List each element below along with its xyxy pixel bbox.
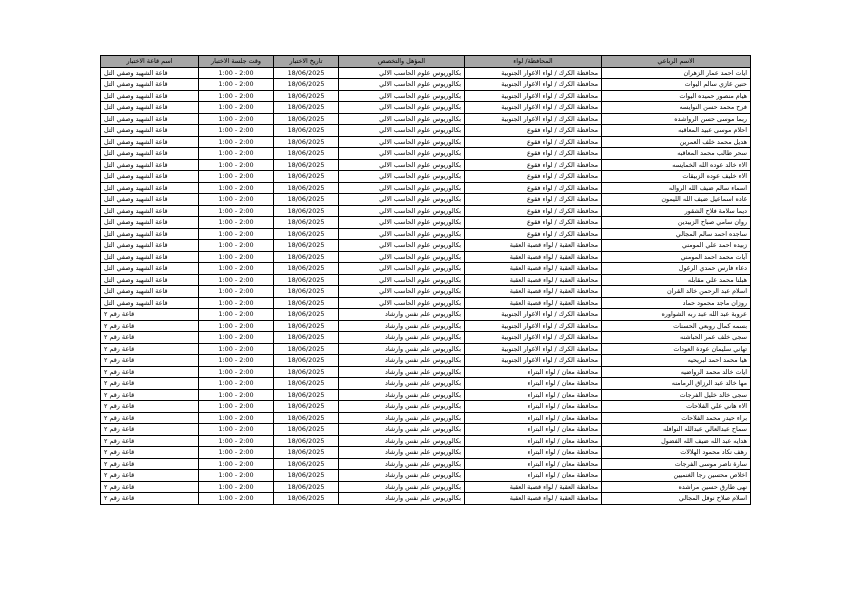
cell-name: حنين غازي سالم اليوات <box>602 79 751 91</box>
cell-qualification: بكالوريوس علوم الحاسب الالي <box>339 240 465 252</box>
cell-qualification: بكالوريوس علوم الحاسب الالي <box>339 102 465 114</box>
cell-hall: قاعة رقم ٢ <box>101 355 199 367</box>
cell-governorate: محافظة العقبة / لواء قصبة العقبة <box>465 251 602 263</box>
cell-hall: قاعة رقم ٢ <box>101 389 199 401</box>
table-row <box>101 332 751 344</box>
table-row <box>101 274 751 286</box>
cell-governorate: محافظة معان / لواء البتراء <box>465 435 602 447</box>
cell-name: اسلام صلاح نوفل المجالي <box>602 493 751 505</box>
cell-qualification: بكالوريوس علوم الحاسب الالي <box>339 205 465 217</box>
cell-governorate: محافظة الكرك / لواء الاغوار الجنوبية <box>465 332 602 344</box>
cell-time: 2:00 - 1:00 <box>199 297 274 309</box>
cell-name: فرح محمد حسن النوايسه <box>602 102 751 114</box>
cell-time: 2:00 - 1:00 <box>199 159 274 171</box>
cell-qualification: بكالوريوس علم نفس وارشاد <box>339 447 465 459</box>
cell-time: 2:00 - 1:00 <box>199 481 274 493</box>
cell-governorate: محافظة معان / لواء البتراء <box>465 424 602 436</box>
header-name: الاسم الرباعي <box>602 56 751 68</box>
cell-date: 18/06/2025 <box>274 79 339 91</box>
cell-name: الاء خالد عوده الله الخمايسه <box>602 159 751 171</box>
cell-hall: قاعة رقم ٢ <box>101 458 199 470</box>
cell-date: 18/06/2025 <box>274 228 339 240</box>
cell-time: 2:00 - 1:00 <box>199 309 274 321</box>
cell-qualification: بكالوريوس علوم الحاسب الالي <box>339 125 465 137</box>
cell-date: 18/06/2025 <box>274 343 339 355</box>
cell-name: تهاني سليمان عودة العودات <box>602 343 751 355</box>
cell-hall: قاعة رقم ٢ <box>101 309 199 321</box>
cell-qualification: بكالوريوس علم نفس وارشاد <box>339 309 465 321</box>
cell-time: 2:00 - 1:00 <box>199 493 274 505</box>
table-row <box>101 470 751 482</box>
cell-hall: قاعة رقم ٢ <box>101 320 199 332</box>
cell-governorate: محافظة العقبة / لواء قصبة العقبة <box>465 240 602 252</box>
cell-hall: قاعة الشهيد وصفي التل <box>101 274 199 286</box>
cell-governorate: محافظة الكرك / لواء فقوع <box>465 125 602 137</box>
cell-date: 18/06/2025 <box>274 481 339 493</box>
cell-hall: قاعة الشهيد وصفي التل <box>101 251 199 263</box>
cell-governorate: محافظة الكرك / لواء فقوع <box>465 171 602 183</box>
cell-hall: قاعة الشهيد وصفي التل <box>101 240 199 252</box>
cell-governorate: محافظة معان / لواء البتراء <box>465 401 602 413</box>
table-row <box>101 412 751 424</box>
cell-qualification: بكالوريوس علوم الحاسب الالي <box>339 274 465 286</box>
cell-hall: قاعة رقم ٢ <box>101 412 199 424</box>
table-row <box>101 355 751 367</box>
cell-date: 18/06/2025 <box>274 171 339 183</box>
cell-time: 2:00 - 1:00 <box>199 343 274 355</box>
cell-name: ربما موسى حسن الرواشده <box>602 113 751 125</box>
cell-date: 18/06/2025 <box>274 297 339 309</box>
cell-governorate: محافظة معان / لواء البتراء <box>465 470 602 482</box>
cell-hall: قاعة الشهيد وصفي التل <box>101 159 199 171</box>
cell-time: 2:00 - 1:00 <box>199 228 274 240</box>
cell-date: 18/06/2025 <box>274 67 339 79</box>
table-body <box>101 67 751 504</box>
cell-hall: قاعة الشهيد وصفي التل <box>101 228 199 240</box>
cell-qualification: بكالوريوس علوم الحاسب الالي <box>339 171 465 183</box>
cell-hall: قاعة الشهيد وصفي التل <box>101 102 199 114</box>
cell-hall: قاعة الشهيد وصفي التل <box>101 217 199 229</box>
cell-hall: قاعة الشهيد وصفي التل <box>101 79 199 91</box>
cell-qualification: بكالوريوس علم نفس وارشاد <box>339 424 465 436</box>
cell-time: 2:00 - 1:00 <box>199 286 274 298</box>
cell-name: روزان ماجد محمود حماد <box>602 297 751 309</box>
cell-hall: قاعة رقم ٢ <box>101 378 199 390</box>
cell-hall: قاعة رقم ٢ <box>101 470 199 482</box>
cell-qualification: بكالوريوس علوم الحاسب الالي <box>339 79 465 91</box>
cell-governorate: محافظة العقبة / لواء قصبة العقبة <box>465 263 602 275</box>
cell-time: 2:00 - 1:00 <box>199 355 274 367</box>
cell-time: 2:00 - 1:00 <box>199 389 274 401</box>
cell-hall: قاعة الشهيد وصفي التل <box>101 90 199 102</box>
cell-governorate: محافظة الكرك / لواء الاغوار الجنوبية <box>465 67 602 79</box>
cell-name: روان سامي صباح الزبيدين <box>602 217 751 229</box>
cell-hall: قاعة رقم ٢ <box>101 424 199 436</box>
cell-hall: قاعة الشهيد وصفي التل <box>101 286 199 298</box>
cell-hall: قاعة رقم ٢ <box>101 435 199 447</box>
cell-hall: قاعة الشهيد وصفي التل <box>101 205 199 217</box>
cell-governorate: محافظة معان / لواء البتراء <box>465 378 602 390</box>
cell-governorate: محافظة الكرك / لواء فقوع <box>465 136 602 148</box>
cell-qualification: بكالوريوس علم نفس وارشاد <box>339 470 465 482</box>
cell-time: 2:00 - 1:00 <box>199 136 274 148</box>
cell-name: ديما سلامة فلاح الشقور <box>602 205 751 217</box>
cell-governorate: محافظة الكرك / لواء فقوع <box>465 182 602 194</box>
cell-name: زبيده احمد علي المومني <box>602 240 751 252</box>
cell-time: 2:00 - 1:00 <box>199 401 274 413</box>
cell-name: هيا محمد احمد لبريحيه <box>602 355 751 367</box>
cell-governorate: محافظة الكرك / لواء فقوع <box>465 228 602 240</box>
cell-date: 18/06/2025 <box>274 90 339 102</box>
cell-date: 18/06/2025 <box>274 102 339 114</box>
cell-name: نهى طارق حسين مراشده <box>602 481 751 493</box>
cell-governorate: محافظة الكرك / لواء فقوع <box>465 205 602 217</box>
cell-date: 18/06/2025 <box>274 470 339 482</box>
cell-hall: قاعة رقم ٢ <box>101 447 199 459</box>
cell-time: 2:00 - 1:00 <box>199 412 274 424</box>
table-row <box>101 228 751 240</box>
exam-schedule-table <box>100 55 751 505</box>
table-row <box>101 159 751 171</box>
cell-qualification: بكالوريوس علم نفس وارشاد <box>339 493 465 505</box>
cell-qualification: بكالوريوس علم نفس وارشاد <box>339 366 465 378</box>
cell-name: هدايه عبد الله ضيف الله الفضول <box>602 435 751 447</box>
cell-governorate: محافظة العقبة / لواء قصبة العقبة <box>465 286 602 298</box>
header-governorate: المحافظة/ لواء <box>465 56 602 68</box>
cell-governorate: محافظة الكرك / لواء الاغوار الجنوبية <box>465 309 602 321</box>
cell-date: 18/06/2025 <box>274 458 339 470</box>
table-row <box>101 67 751 79</box>
cell-governorate: محافظة العقبة / لواء قصبة العقبة <box>465 493 602 505</box>
cell-date: 18/06/2025 <box>274 424 339 436</box>
cell-time: 2:00 - 1:00 <box>199 378 274 390</box>
table-row <box>101 90 751 102</box>
table-row <box>101 481 751 493</box>
cell-name: عروبة عبد الله عبد ربه الشواوره <box>602 309 751 321</box>
table-row <box>101 148 751 160</box>
cell-date: 18/06/2025 <box>274 182 339 194</box>
table-row <box>101 251 751 263</box>
cell-hall: قاعة الشهيد وصفي التل <box>101 125 199 137</box>
cell-name: الاء هاني علي الفلاحات <box>602 401 751 413</box>
table-row <box>101 263 751 275</box>
cell-name: هديل محمد خلف العمرين <box>602 136 751 148</box>
cell-time: 2:00 - 1:00 <box>199 113 274 125</box>
cell-time: 2:00 - 1:00 <box>199 332 274 344</box>
table-row <box>101 182 751 194</box>
cell-name: ساجده احمد سالم المجالي <box>602 228 751 240</box>
table-row <box>101 205 751 217</box>
cell-hall: قاعة الشهيد وصفي التل <box>101 182 199 194</box>
cell-date: 18/06/2025 <box>274 447 339 459</box>
cell-name: الاء خليف عوده الزبيقات <box>602 171 751 183</box>
cell-name: رهف نكاد محمود الهلالات <box>602 447 751 459</box>
cell-time: 2:00 - 1:00 <box>199 194 274 206</box>
cell-qualification: بكالوريوس علم نفس وارشاد <box>339 343 465 355</box>
cell-name: هبلنا محمد علي مقابله <box>602 274 751 286</box>
table-row <box>101 435 751 447</box>
table-row <box>101 493 751 505</box>
cell-governorate: محافظة معان / لواء البتراء <box>465 447 602 459</box>
cell-date: 18/06/2025 <box>274 389 339 401</box>
cell-date: 18/06/2025 <box>274 148 339 160</box>
table-row <box>101 366 751 378</box>
cell-governorate: محافظة الكرك / لواء الاغوار الجنوبية <box>465 113 602 125</box>
cell-date: 18/06/2025 <box>274 240 339 252</box>
cell-date: 18/06/2025 <box>274 194 339 206</box>
cell-time: 2:00 - 1:00 <box>199 447 274 459</box>
cell-name: براء حيدر محمد الفلاحات <box>602 412 751 424</box>
cell-date: 18/06/2025 <box>274 332 339 344</box>
cell-time: 2:00 - 1:00 <box>199 217 274 229</box>
cell-qualification: بكالوريوس علوم الحاسب الالي <box>339 148 465 160</box>
cell-governorate: محافظة معان / لواء البتراء <box>465 458 602 470</box>
cell-qualification: بكالوريوس علم نفس وارشاد <box>339 412 465 424</box>
cell-name: سارة ناصر موسى الفرجات <box>602 458 751 470</box>
cell-governorate: محافظة معان / لواء البتراء <box>465 389 602 401</box>
cell-hall: قاعة رقم ٢ <box>101 366 199 378</box>
header-qualification: المؤهل والتخصص <box>339 56 465 68</box>
table-row <box>101 424 751 436</box>
table-row <box>101 378 751 390</box>
cell-time: 2:00 - 1:00 <box>199 366 274 378</box>
cell-name: سجى خالد خليل الفرجات <box>602 389 751 401</box>
cell-date: 18/06/2025 <box>274 320 339 332</box>
cell-hall: قاعة الشهيد وصفي التل <box>101 67 199 79</box>
cell-time: 2:00 - 1:00 <box>199 125 274 137</box>
cell-date: 18/06/2025 <box>274 366 339 378</box>
cell-time: 2:00 - 1:00 <box>199 102 274 114</box>
cell-name: احلام موسى عبيد المعاقبه <box>602 125 751 137</box>
table-row <box>101 102 751 114</box>
cell-qualification: بكالوريوس علوم الحاسب الالي <box>339 159 465 171</box>
cell-qualification: بكالوريوس علم نفس وارشاد <box>339 389 465 401</box>
cell-hall: قاعة الشهيد وصفي التل <box>101 136 199 148</box>
cell-qualification: بكالوريوس علوم الحاسب الالي <box>339 182 465 194</box>
cell-qualification: بكالوريوس علوم الحاسب الالي <box>339 90 465 102</box>
cell-date: 18/06/2025 <box>274 159 339 171</box>
cell-time: 2:00 - 1:00 <box>199 90 274 102</box>
cell-governorate: محافظة الكرك / لواء فقوع <box>465 159 602 171</box>
cell-qualification: بكالوريوس علوم الحاسب الالي <box>339 263 465 275</box>
header-time: وقت جلسة الاختبار <box>199 56 274 68</box>
cell-date: 18/06/2025 <box>274 263 339 275</box>
cell-name: اسلام عبد الرحمن خالد القران <box>602 286 751 298</box>
cell-time: 2:00 - 1:00 <box>199 320 274 332</box>
cell-name: ايات احمد عمار الزهران <box>602 67 751 79</box>
cell-name: بسمه كمال روبعي الحسنات <box>602 320 751 332</box>
cell-time: 2:00 - 1:00 <box>199 171 274 183</box>
cell-date: 18/06/2025 <box>274 435 339 447</box>
cell-date: 18/06/2025 <box>274 378 339 390</box>
cell-qualification: بكالوريوس علوم الحاسب الالي <box>339 286 465 298</box>
header-hall: اسم قاعة الاختبار <box>101 56 199 68</box>
cell-governorate: محافظة الكرك / لواء الاغوار الجنوبية <box>465 320 602 332</box>
cell-qualification: بكالوريوس علوم الحاسب الالي <box>339 136 465 148</box>
table-row <box>101 320 751 332</box>
cell-qualification: بكالوريوس علوم الحاسب الالي <box>339 113 465 125</box>
cell-name: مها خالد عبد الرزاق الرمامنه <box>602 378 751 390</box>
cell-name: هيام منصور حميده اليوات <box>602 90 751 102</box>
cell-time: 2:00 - 1:00 <box>199 458 274 470</box>
cell-hall: قاعة الشهيد وصفي التل <box>101 171 199 183</box>
cell-governorate: محافظة العقبة / لواء قصبة العقبة <box>465 481 602 493</box>
cell-date: 18/06/2025 <box>274 309 339 321</box>
table-row <box>101 343 751 355</box>
table-row <box>101 194 751 206</box>
cell-governorate: محافظة الكرك / لواء فقوع <box>465 217 602 229</box>
cell-name: غاده اسماعيل ضيف الله الليمون <box>602 194 751 206</box>
table-row <box>101 125 751 137</box>
cell-hall: قاعة رقم ٢ <box>101 481 199 493</box>
cell-hall: قاعة الشهيد وصفي التل <box>101 194 199 206</box>
cell-governorate: محافظة معان / لواء البتراء <box>465 366 602 378</box>
table-row <box>101 171 751 183</box>
cell-governorate: محافظة الكرك / لواء فقوع <box>465 194 602 206</box>
cell-date: 18/06/2025 <box>274 125 339 137</box>
cell-date: 18/06/2025 <box>274 355 339 367</box>
cell-qualification: بكالوريوس علم نفس وارشاد <box>339 378 465 390</box>
table-row <box>101 79 751 91</box>
cell-governorate: محافظة العقبة / لواء قصبة العقبة <box>465 297 602 309</box>
cell-hall: قاعة الشهيد وصفي التل <box>101 263 199 275</box>
cell-date: 18/06/2025 <box>274 217 339 229</box>
cell-time: 2:00 - 1:00 <box>199 67 274 79</box>
cell-governorate: محافظة الكرك / لواء الاغوار الجنوبية <box>465 79 602 91</box>
cell-qualification: بكالوريوس علوم الحاسب الالي <box>339 217 465 229</box>
cell-time: 2:00 - 1:00 <box>199 470 274 482</box>
header-row <box>101 56 751 68</box>
cell-hall: قاعة الشهيد وصفي التل <box>101 148 199 160</box>
table-row <box>101 286 751 298</box>
cell-date: 18/06/2025 <box>274 205 339 217</box>
cell-qualification: بكالوريوس علوم الحاسب الالي <box>339 251 465 263</box>
cell-hall: قاعة رقم ٢ <box>101 401 199 413</box>
table-row <box>101 136 751 148</box>
cell-date: 18/06/2025 <box>274 401 339 413</box>
cell-qualification: بكالوريوس علوم الحاسب الالي <box>339 228 465 240</box>
cell-qualification: بكالوريوس علوم الحاسب الالي <box>339 194 465 206</box>
cell-name: ايات خالد محمد الرواضيه <box>602 366 751 378</box>
cell-time: 2:00 - 1:00 <box>199 79 274 91</box>
cell-name: سجى خلف عمر الحباشنه <box>602 332 751 344</box>
cell-hall: قاعة الشهيد وصفي التل <box>101 297 199 309</box>
cell-governorate: محافظة الكرك / لواء فقوع <box>465 148 602 160</box>
cell-time: 2:00 - 1:00 <box>199 205 274 217</box>
cell-qualification: بكالوريوس علم نفس وارشاد <box>339 332 465 344</box>
cell-name: سماح عبدالعالي عبدالله النوافله <box>602 424 751 436</box>
cell-qualification: بكالوريوس علوم الحاسب الالي <box>339 67 465 79</box>
cell-qualification: بكالوريوس علم نفس وارشاد <box>339 481 465 493</box>
cell-governorate: محافظة العقبة / لواء قصبة العقبة <box>465 274 602 286</box>
table-row <box>101 401 751 413</box>
table-row <box>101 240 751 252</box>
cell-time: 2:00 - 1:00 <box>199 148 274 160</box>
cell-qualification: بكالوريوس علم نفس وارشاد <box>339 458 465 470</box>
cell-date: 18/06/2025 <box>274 251 339 263</box>
cell-time: 2:00 - 1:00 <box>199 435 274 447</box>
cell-name: اسماء سالم ضيف الله الرواله <box>602 182 751 194</box>
cell-governorate: محافظة الكرك / لواء الاغوار الجنوبية <box>465 90 602 102</box>
header-date: تاريخ الاختبار <box>274 56 339 68</box>
table-row <box>101 389 751 401</box>
cell-name: اخلاص محسين رجا الغنميين <box>602 470 751 482</box>
cell-time: 2:00 - 1:00 <box>199 182 274 194</box>
cell-governorate: محافظة الكرك / لواء الاغوار الجنوبية <box>465 355 602 367</box>
cell-name: سحر طالب محمد المعاقبه <box>602 148 751 160</box>
cell-governorate: محافظة الكرك / لواء الاغوار الجنوبية <box>465 102 602 114</box>
cell-date: 18/06/2025 <box>274 274 339 286</box>
cell-name: دعاء فارس حمدي الرغول <box>602 263 751 275</box>
cell-name: آيات محمد احمد المومني <box>602 251 751 263</box>
table-row <box>101 309 751 321</box>
cell-date: 18/06/2025 <box>274 286 339 298</box>
cell-governorate: محافظة معان / لواء البتراء <box>465 412 602 424</box>
table-row <box>101 458 751 470</box>
cell-time: 2:00 - 1:00 <box>199 274 274 286</box>
table-row <box>101 447 751 459</box>
cell-time: 2:00 - 1:00 <box>199 263 274 275</box>
cell-hall: قاعة رقم ٢ <box>101 493 199 505</box>
cell-hall: قاعة رقم ٢ <box>101 343 199 355</box>
cell-qualification: بكالوريوس علم نفس وارشاد <box>339 320 465 332</box>
cell-time: 2:00 - 1:00 <box>199 251 274 263</box>
cell-qualification: بكالوريوس علم نفس وارشاد <box>339 355 465 367</box>
table-row <box>101 113 751 125</box>
cell-hall: قاعة رقم ٢ <box>101 332 199 344</box>
cell-hall: قاعة الشهيد وصفي التل <box>101 113 199 125</box>
cell-date: 18/06/2025 <box>274 113 339 125</box>
cell-qualification: بكالوريوس علم نفس وارشاد <box>339 435 465 447</box>
cell-date: 18/06/2025 <box>274 136 339 148</box>
cell-date: 18/06/2025 <box>274 412 339 424</box>
cell-qualification: بكالوريوس علوم الحاسب الالي <box>339 297 465 309</box>
table-row <box>101 297 751 309</box>
cell-governorate: محافظة الكرك / لواء الاغوار الجنوبية <box>465 343 602 355</box>
cell-qualification: بكالوريوس علم نفس وارشاد <box>339 401 465 413</box>
cell-time: 2:00 - 1:00 <box>199 424 274 436</box>
cell-time: 2:00 - 1:00 <box>199 240 274 252</box>
cell-date: 18/06/2025 <box>274 493 339 505</box>
exam-schedule-sheet <box>100 55 750 505</box>
table-row <box>101 217 751 229</box>
